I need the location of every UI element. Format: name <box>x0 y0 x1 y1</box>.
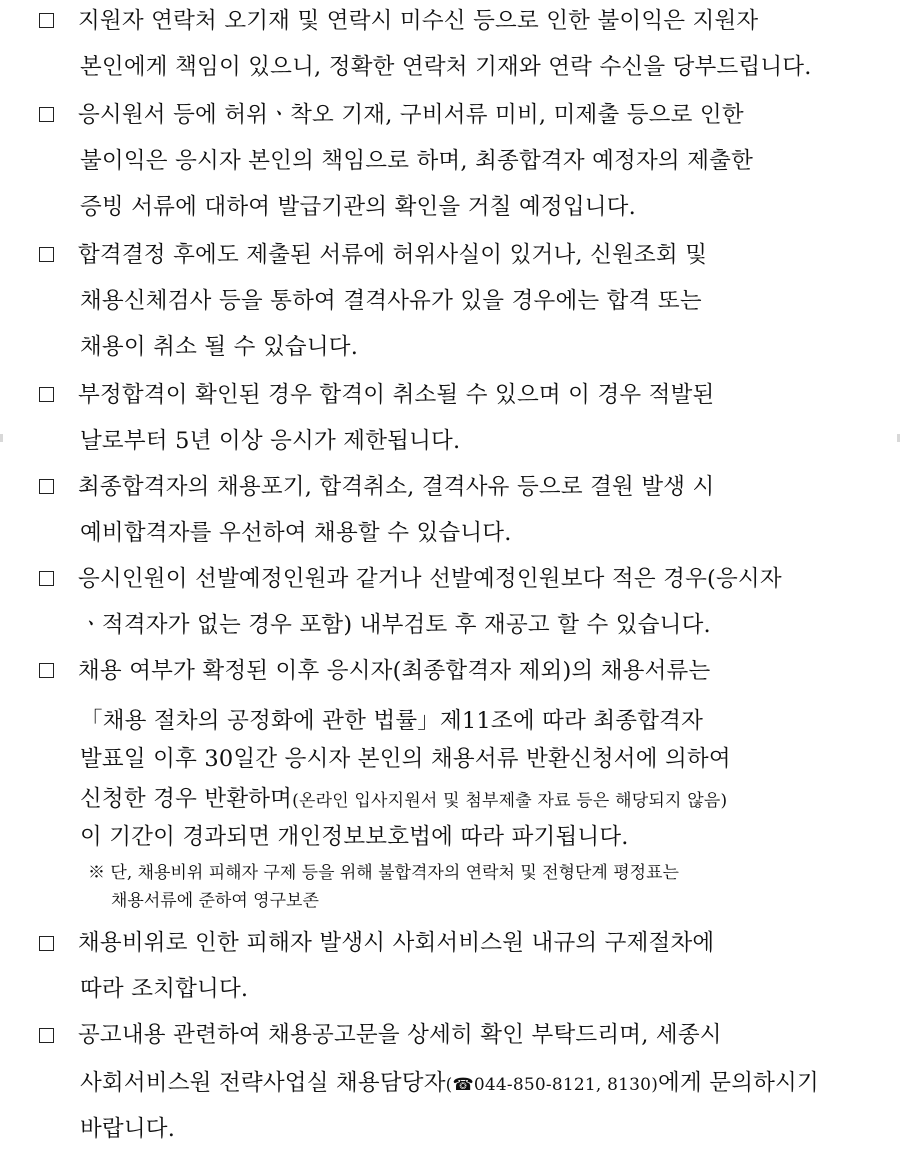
notice-line: 발표일 이후 30일간 응시자 본인의 채용서류 반환신청서에 의하여 <box>80 746 731 772</box>
notice-line: 응시인원이 선발예정인원과 같거나 선발예정인원보다 적은 경우(응시자 <box>78 566 782 592</box>
notice-line: 채용비위로 인한 피해자 발생시 사회서비스원 내규의 구제절차에 <box>78 930 715 956</box>
notice-line-main: 신청한 경우 반환하며 <box>80 786 293 812</box>
checkbox-icon <box>39 663 54 678</box>
notice-line: 합격결정 후에도 제출된 서류에 허위사실이 있거나, 신원조회 및 <box>78 242 708 268</box>
note-line: ※ 단, 채용비위 피해자 구제 등을 위해 불합격자의 연락처 및 전형단계 평정표는 <box>88 863 679 883</box>
notice-line-text: 에게 문의하시기 <box>658 1070 819 1096</box>
notice-line: 따라 조치합니다. <box>80 976 249 1002</box>
notice-line-small: (온라인 입사지원서 및 첨부제출 자료 등은 해당되지 않음) <box>292 791 728 811</box>
notice-line: 예비합격자를 우선하여 채용할 수 있습니다. <box>80 520 512 546</box>
notice-line: 증빙 서류에 대하여 발급기관의 확인을 거칠 예정입니다. <box>80 194 636 220</box>
notice-line-text: 사회서비스원 전략사업실 채용담당자 <box>80 1070 446 1096</box>
notice-line: 날로부터 5년 이상 응시가 제한됩니다. <box>80 428 461 454</box>
checkbox-icon <box>39 571 54 586</box>
notice-line: 불이익은 응시자 본인의 책임으로 하며, 최종합격자 예정자의 제출한 <box>80 148 753 174</box>
notice-line: 채용신체검사 등을 통하여 결격사유가 있을 경우에는 합격 또는 <box>80 288 702 314</box>
notice-line: 채용 여부가 확정된 이후 응시자(최종합격자 제외)의 채용서류는 <box>78 658 711 684</box>
notice-line: ㆍ적격자가 없는 경우 포함) 내부검토 후 재공고 할 수 있습니다. <box>80 612 711 638</box>
notice-line: 공고내용 관련하여 채용공고문을 상세히 확인 부탁드리며, 세종시 <box>78 1022 722 1048</box>
checkbox-icon <box>39 247 54 262</box>
notice-line <box>80 784 727 816</box>
checkbox-icon <box>39 387 54 402</box>
notice-line: 응시원서 등에 허위ㆍ착오 기재, 구비서류 미비, 미제출 등으로 인한 <box>78 102 744 128</box>
notice-line: 최종합격자의 채용포기, 합격취소, 결격사유 등으로 결원 발생 시 <box>78 474 715 500</box>
notice-line: 이 기간이 경과되면 개인정보보호법에 따라 파기됩니다. <box>80 824 629 850</box>
notice-line: 채용이 취소 될 수 있습니다. <box>80 334 359 360</box>
phone-number: (☎044-850-8121, 8130) <box>445 1075 659 1095</box>
checkbox-icon <box>39 13 54 28</box>
notice-line <box>80 1068 819 1100</box>
notice-line: 본인에게 책임이 있으니, 정확한 연락처 기재와 연락 수신을 당부드립니다. <box>80 54 812 80</box>
notice-line: 부정합격이 확인된 경우 합격이 취소될 수 있으며 이 경우 적발된 <box>78 382 715 408</box>
notice-line: 지원자 연락처 오기재 및 연락시 미수신 등으로 인한 불이익은 지원자 <box>78 8 759 34</box>
checkbox-icon <box>39 1028 54 1043</box>
notice-line: 「채용 절차의 공정화에 관한 법률」제11조에 따라 최종합격자 <box>80 708 704 734</box>
checkbox-icon <box>39 479 54 494</box>
checkbox-icon <box>39 107 54 122</box>
note-line: 채용서류에 준하여 영구보존 <box>111 891 319 911</box>
checkbox-icon <box>39 936 54 951</box>
page-edge-mark <box>0 434 3 442</box>
notice-line: 바랍니다. <box>80 1116 176 1142</box>
